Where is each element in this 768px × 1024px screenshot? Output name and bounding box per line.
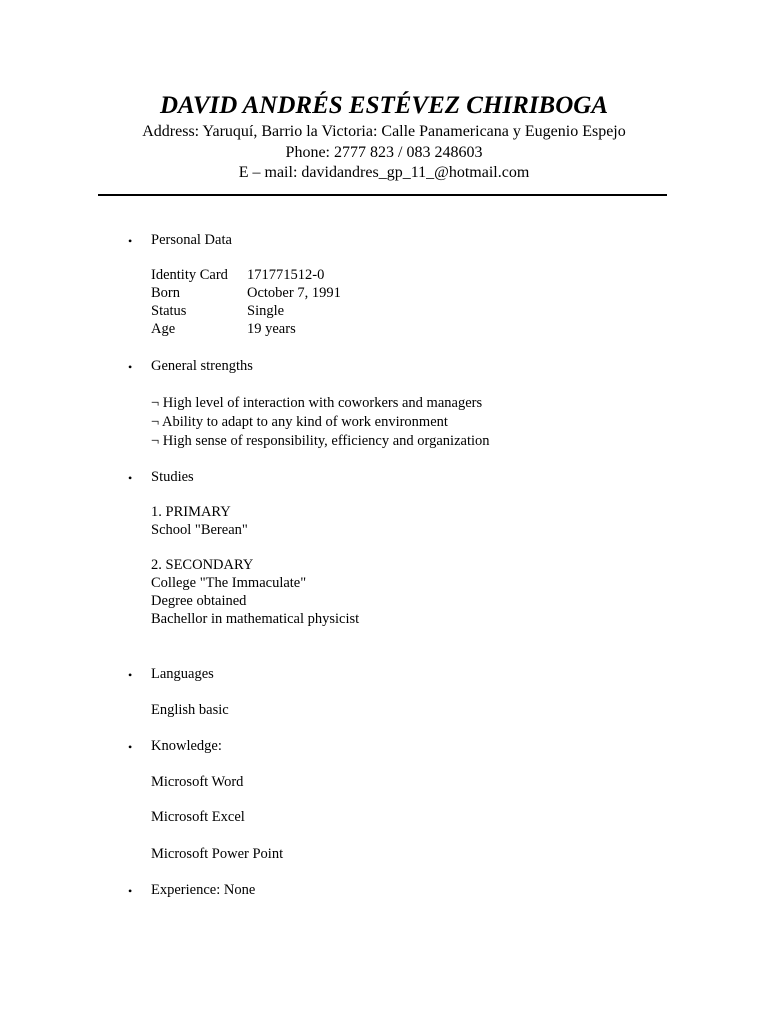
section-heading: Languages: [151, 666, 214, 682]
field-label: Age: [151, 321, 176, 337]
degree-label: Degree obtained: [151, 593, 247, 609]
section-heading: Knowledge:: [151, 738, 222, 754]
address-line: Address: Yaruquí, Barrio la Victoria: Calle Panamericana y Eugenio Espejo: [142, 123, 626, 140]
email-line: E – mail: davidandres_gp_11_@hotmail.com: [238, 164, 530, 181]
knowledge-item: Microsoft Power Point: [151, 846, 284, 862]
section-heading: Studies: [151, 469, 194, 485]
bullet-icon: •: [128, 471, 133, 485]
bullet-icon: •: [128, 360, 133, 374]
candidate-name: DAVID ANDRÉS ESTÉVEZ CHIRIBOGA: [159, 92, 609, 119]
primary-title: 1. PRIMARY: [151, 504, 231, 520]
section-heading: Experience: None: [151, 882, 256, 898]
primary-school: School "Berean": [151, 522, 248, 538]
field-label: Born: [151, 285, 180, 301]
knowledge-item: Microsoft Excel: [151, 809, 245, 825]
header-divider: [98, 194, 667, 196]
field-value: October 7, 1991: [247, 285, 341, 301]
field-value: 171771512-0: [247, 267, 325, 283]
bullet-icon: •: [128, 884, 133, 898]
field-label: Status: [151, 303, 187, 319]
bullet-icon: •: [128, 234, 133, 248]
field-value: 19 years: [247, 321, 296, 337]
strength-item: ¬ High sense of responsibility, efficiency and organization: [151, 433, 490, 449]
section-heading: Personal Data: [151, 232, 232, 248]
secondary-school: College "The Immaculate": [151, 575, 307, 591]
field-label: Identity Card: [151, 267, 228, 283]
section-heading: General strengths: [151, 358, 253, 374]
phone-line: Phone: 2777 823 / 083 248603: [285, 143, 483, 161]
resume-header: [0, 90, 768, 184]
language-value: English basic: [151, 702, 229, 718]
strength-item: ¬ Ability to adapt to any kind of work environment: [151, 414, 448, 430]
strength-item: ¬ High level of interaction with coworkers and managers: [151, 395, 483, 411]
secondary-title: 2. SECONDARY: [151, 557, 254, 573]
bullet-icon: •: [128, 668, 133, 682]
knowledge-item: Microsoft Word: [151, 774, 244, 790]
field-value: Single: [247, 303, 285, 319]
bullet-icon: •: [128, 740, 133, 754]
degree-value: Bachellor in mathematical physicist: [151, 611, 360, 627]
